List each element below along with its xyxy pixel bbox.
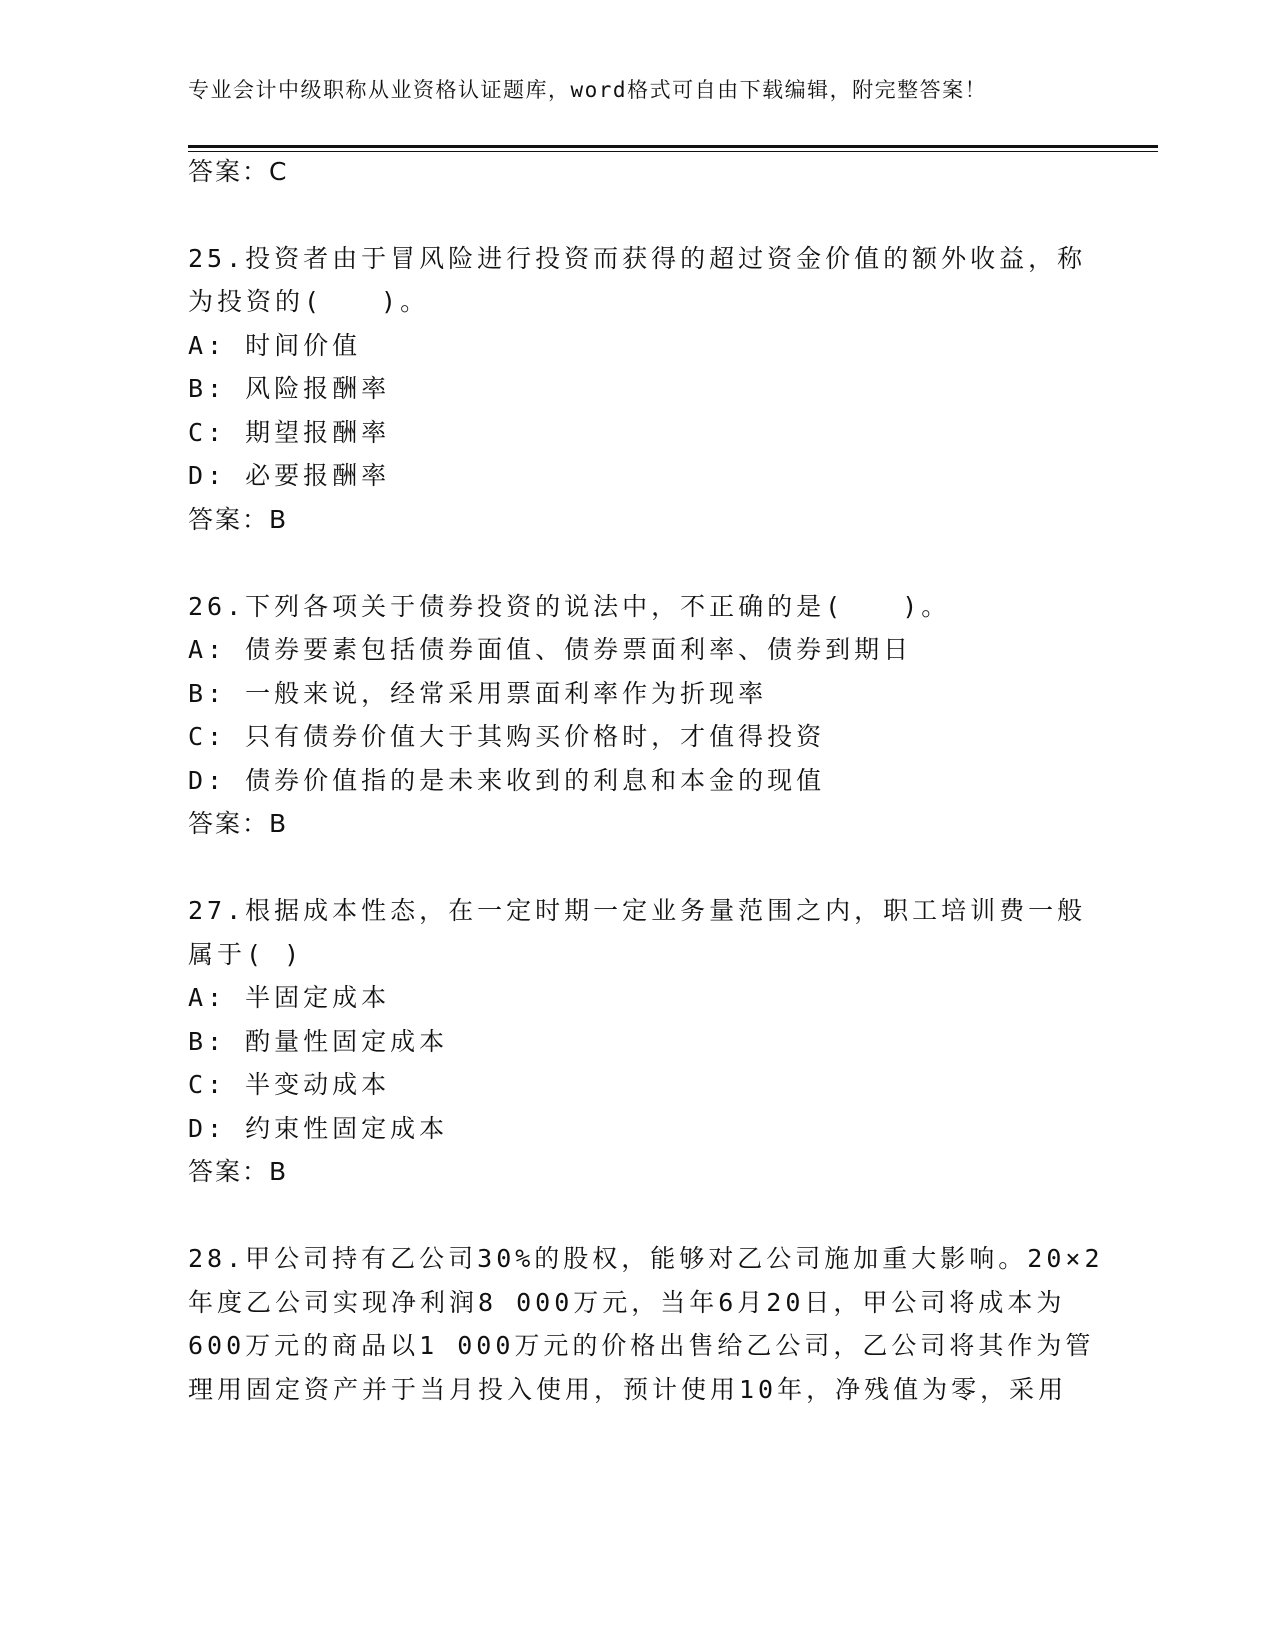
question-25-stem-line-2: 为投资的( )。 [188, 287, 430, 316]
question-27-stem-line-2: 属于( ) [188, 940, 304, 969]
question-27-option-d: D: 约束性固定成本 [188, 1114, 449, 1143]
question-27-stem-line-1: 27.根据成本性态，在一定时期一定业务量范围之内，职工培训费一般 [188, 896, 1087, 925]
question-28-stem-line-2: 年度乙公司实现净利润8 000万元，当年6月20日，甲公司将成本为 [188, 1288, 1066, 1317]
question-27-option-c: C: 半变动成本 [188, 1070, 391, 1099]
question-27-option-a: A: 半固定成本 [188, 983, 391, 1012]
question-26-option-a: A: 债券要素包括债券面值、债券票面利率、债券到期日 [188, 635, 913, 664]
question-28-stem-line-1: 28.甲公司持有乙公司30%的股权，能够对乙公司施加重大影响。20×2 [188, 1244, 1104, 1273]
question-26-option-b: B: 一般来说，经常采用票面利率作为折现率 [188, 679, 768, 708]
question-26-option-d: D: 债券价值指的是未来收到的利息和本金的现值 [188, 766, 826, 795]
question-25-option-c: C: 期望报酬率 [188, 418, 391, 447]
answer-previous: 答案：C [188, 157, 289, 186]
header-divider-thick [188, 145, 1158, 148]
question-27-option-b: B: 酌量性固定成本 [188, 1027, 449, 1056]
question-27-answer: 答案：B [188, 1157, 289, 1186]
question-25-stem-line-1: 25.投资者由于冒风险进行投资而获得的超过资金价值的额外收益，称 [188, 244, 1087, 273]
question-25-answer: 答案：B [188, 505, 289, 534]
question-25-option-d: D: 必要报酬率 [188, 461, 391, 490]
question-28-stem-line-4: 理用固定资产并于当月投入使用，预计使用10年，净残值为零，采用 [188, 1375, 1068, 1404]
question-26-stem-line-1: 26.下列各项关于债券投资的说法中，不正确的是( )。 [188, 592, 951, 621]
question-25-option-a: A: 时间价值 [188, 331, 362, 360]
question-26-answer: 答案：B [188, 809, 289, 838]
question-28-stem-line-3: 600万元的商品以1 000万元的价格出售给乙公司，乙公司将其作为管 [188, 1331, 1095, 1360]
header-divider-thin [188, 151, 1158, 152]
question-26-option-c: C: 只有债券价值大于其购买价格时，才值得投资 [188, 722, 826, 751]
question-25-option-b: B: 风险报酬率 [188, 374, 391, 403]
page-header: 专业会计中级职称从业资格认证题库，word格式可自由下载编辑，附完整答案！ [188, 78, 988, 102]
